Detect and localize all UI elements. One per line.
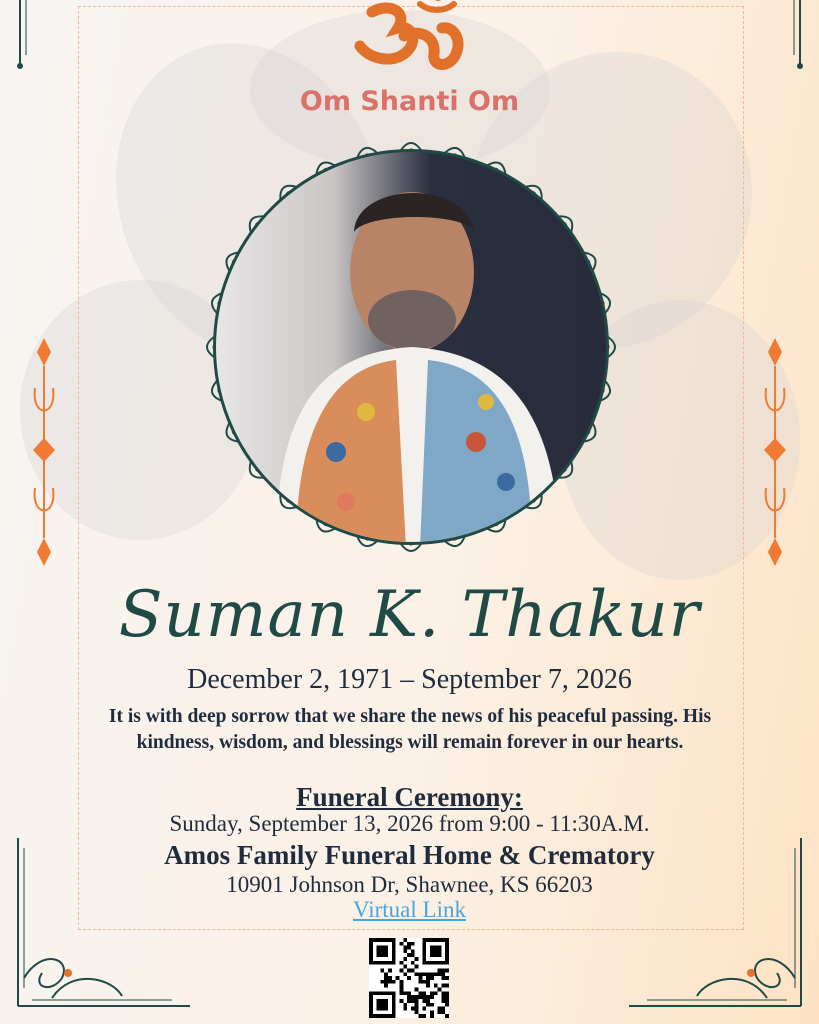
corner-scroll-ornament-left: [12, 838, 202, 1018]
top-right-ornament: [784, 0, 808, 70]
life-dates: December 2, 1971 – September 7, 2026: [187, 664, 632, 695]
corner-scroll-ornament-right: [617, 838, 807, 1018]
ceremony-heading: Funeral Ceremony:: [296, 782, 523, 812]
venue-address: 10901 Johnson Dr, Shawnee, KS 66203: [226, 872, 593, 897]
trishul-ornament-right: [760, 338, 790, 568]
ceremony-time: Sunday, September 13, 2026 from 9:00 - 11:30A.M.: [169, 811, 650, 836]
om-shanti-om-heading: Om Shanti Om: [299, 86, 520, 117]
qr-code[interactable]: [369, 938, 449, 1018]
virtual-link[interactable]: Virtual Link: [353, 897, 466, 922]
deceased-name: Suman K. Thakur: [118, 578, 701, 652]
portrait-photo: [213, 149, 609, 545]
trishul-ornament-left: [29, 338, 59, 568]
top-left-ornament: [12, 0, 36, 70]
venue-name: Amos Family Funeral Home & Crematory: [164, 840, 655, 870]
om-icon: [350, 0, 470, 78]
condolence-message: It is with deep sorrow that we share the news of his peaceful passing. His kindness, wisdom, and blessings will remain forever in our hearts.: [108, 706, 712, 753]
